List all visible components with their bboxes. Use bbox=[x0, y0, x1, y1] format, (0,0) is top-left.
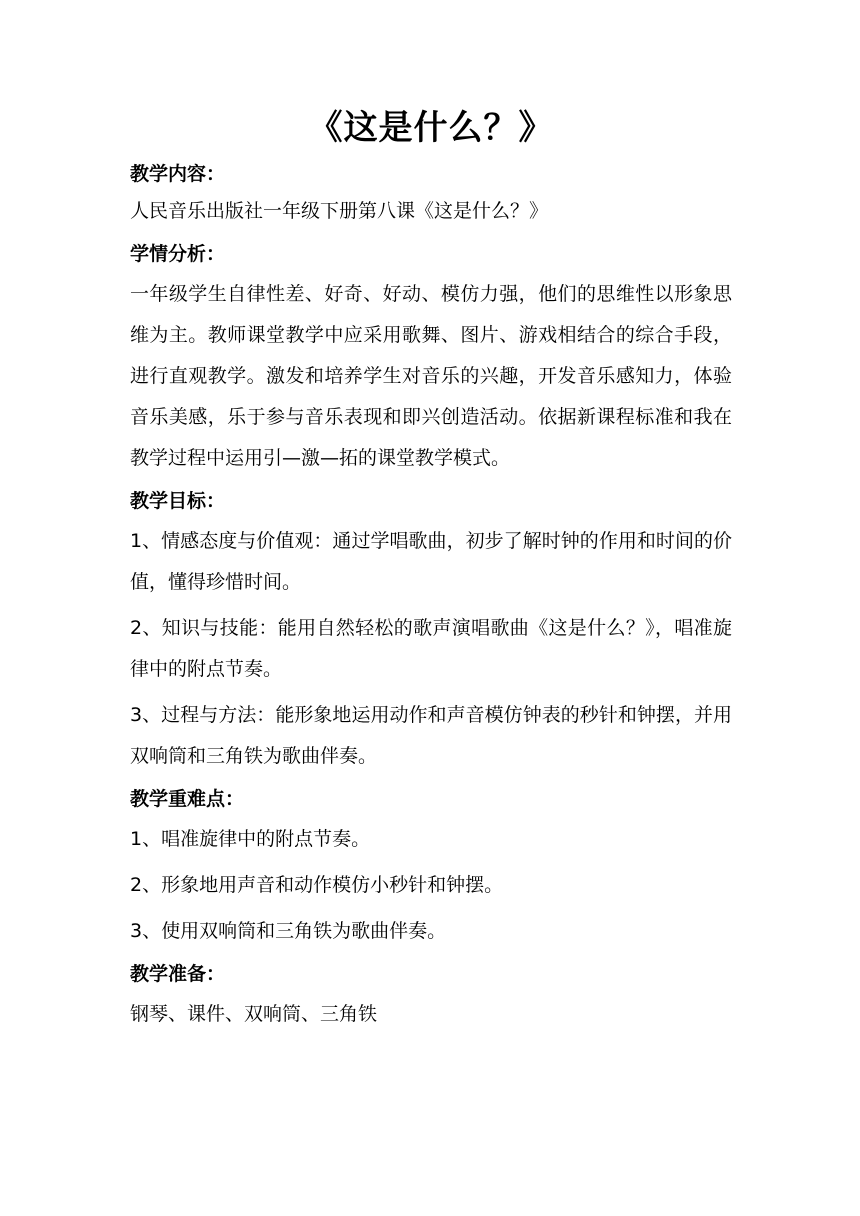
heading-student-analysis: 学情分析： bbox=[130, 243, 226, 265]
heading-key-points: 教学重难点： bbox=[130, 788, 245, 810]
key-point-item: 1、唱准旋律中的附点节奏。 bbox=[130, 828, 371, 850]
key-point-item: 2、形象地用声音和动作模仿小秒针和钟摆。 bbox=[130, 874, 504, 896]
heading-teaching-content: 教学内容： bbox=[130, 163, 226, 185]
goal-item: 1、情感态度与价值观：通过学唱歌曲，初步了解时钟的作用和时间的价值，懂得珍惜时间。 bbox=[130, 530, 732, 593]
goal-item: 2、知识与技能：能用自然轻松的歌声演唱歌曲《这是什么？》，唱准旋律中的附点节奏。 bbox=[130, 617, 732, 680]
text-student-analysis: 一年级学生自律性差、好奇、好动、模仿力强，他们的思维性以形象思维为主。教师课堂教学中应采用歌舞、图片、游戏相结合的综合手段，进行直观教学。激发和培养学生对音乐的兴趣，开发音乐感知力，体验音乐美感，乐于参与音乐表现和即兴创造活动。依据新课程标准和我在教学过程中运用引—激—拓的课堂教学模式。 bbox=[130, 283, 732, 469]
text-preparation: 钢琴、课件、双响筒、三角铁 bbox=[130, 1003, 378, 1025]
document-page bbox=[130, 100, 732, 1035]
goal-item: 3、过程与方法：能形象地运用动作和声音模仿钟表的秒针和钟摆，并用双响筒和三角铁为歌曲伴奏。 bbox=[130, 704, 732, 767]
document-title: 《这是什么？》 bbox=[308, 108, 554, 148]
heading-teaching-goals: 教学目标： bbox=[130, 490, 226, 512]
text-teaching-content: 人民音乐出版社一年级下册第八课《这是什么？》 bbox=[130, 200, 549, 222]
key-point-item: 3、使用双响筒和三角铁为歌曲伴奏。 bbox=[130, 920, 447, 942]
heading-preparation: 教学准备： bbox=[130, 963, 226, 985]
